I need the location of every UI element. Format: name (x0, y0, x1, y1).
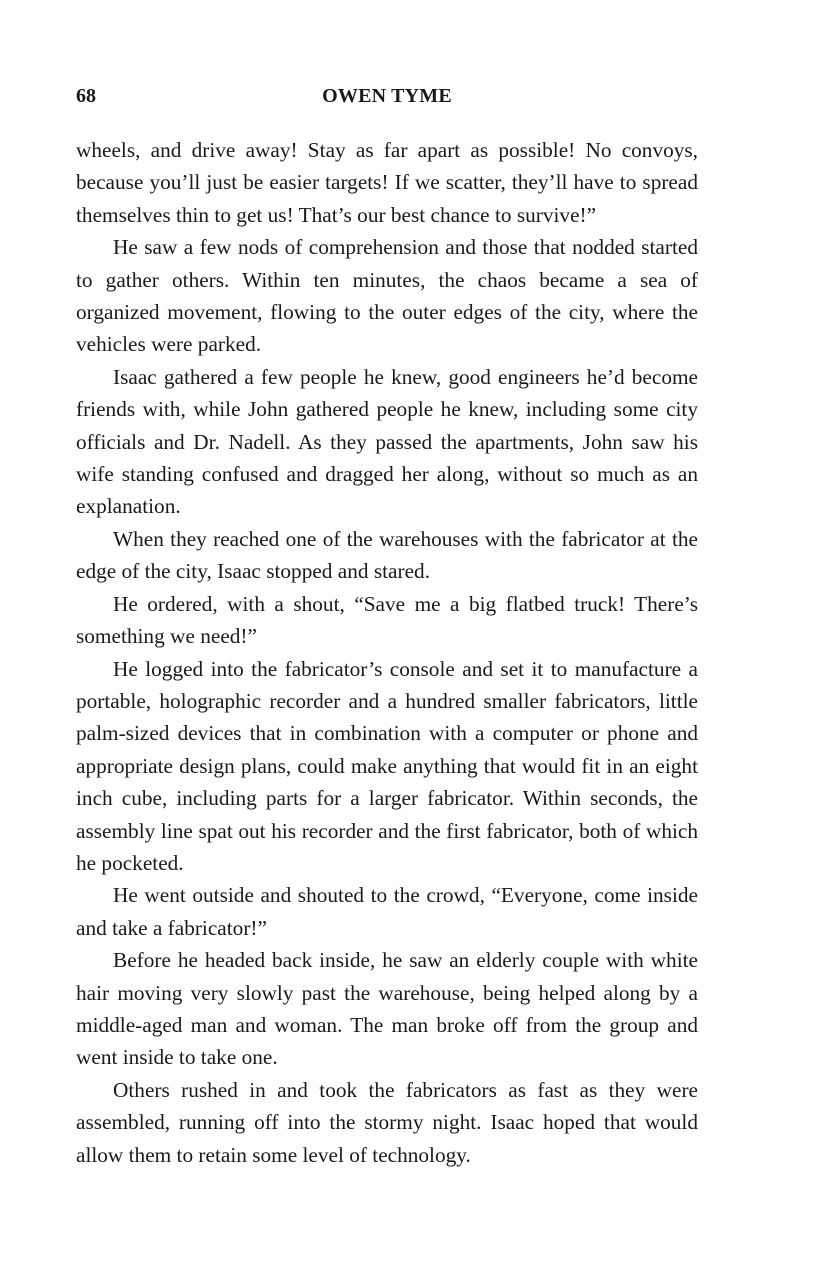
paragraph: He saw a few nods of comprehension and those that nodded started to gather others. Within ten minutes, the chaos became a sea of organized movement, flowing to the outer edges of the city, where the vehicles were parked. (76, 235, 698, 357)
body-text (76, 134, 698, 1171)
paragraph: He logged into the fabricator’s console and set it to manufacture a portable, holographic recorder and a hundred smaller fabricators, little palm-sized devices that in combination with a computer or phone and appropriate design plans, could make anything that would fit in an eight inch cube, including parts for a larger fabricator. Within seconds, the assembly line spat out his recorder and the first fabricator, both of which he pocketed. (76, 656, 698, 875)
page-number: 68 (76, 85, 96, 107)
paragraph: wheels, and drive away! Stay as far apart as possible! No convoys, because you’ll just be easier targets! If we scatter, they’ll have to spread themselves thin to get us! That’s our best chance to survive!” (76, 138, 698, 227)
paragraph: Others rushed in and took the fabricators as fast as they were assembled, running off into the stormy night. Isaac hoped that would allow them to retain some level of technology. (76, 1077, 698, 1167)
running-head: OWEN TYME (322, 85, 452, 107)
page-header (76, 82, 698, 112)
paragraph: He went outside and shouted to the crowd, “Everyone, come inside and take a fabricator!” (76, 883, 698, 940)
paragraph: When they reached one of the warehouses with the fabricator at the edge of the city, Isaac stopped and stared. (76, 526, 698, 584)
paragraph: Before he headed back inside, he saw an elderly couple with white hair moving very slowly past the warehouse, being helped along by a middle-aged man and woman. The man broke off from the group and went inside to take one. (76, 948, 698, 1070)
paragraph: Isaac gathered a few people he knew, good engineers he’d become friends with, while John gathered people he knew, including some city officials and Dr. Nadell. As they passed the apartments, John saw his wife standing confused and dragged her along, without so much as an explanation. (76, 364, 698, 519)
paragraph: He ordered, with a shout, “Save me a big flatbed truck! There’s something we need!” (76, 591, 698, 649)
book-page (76, 82, 698, 1171)
